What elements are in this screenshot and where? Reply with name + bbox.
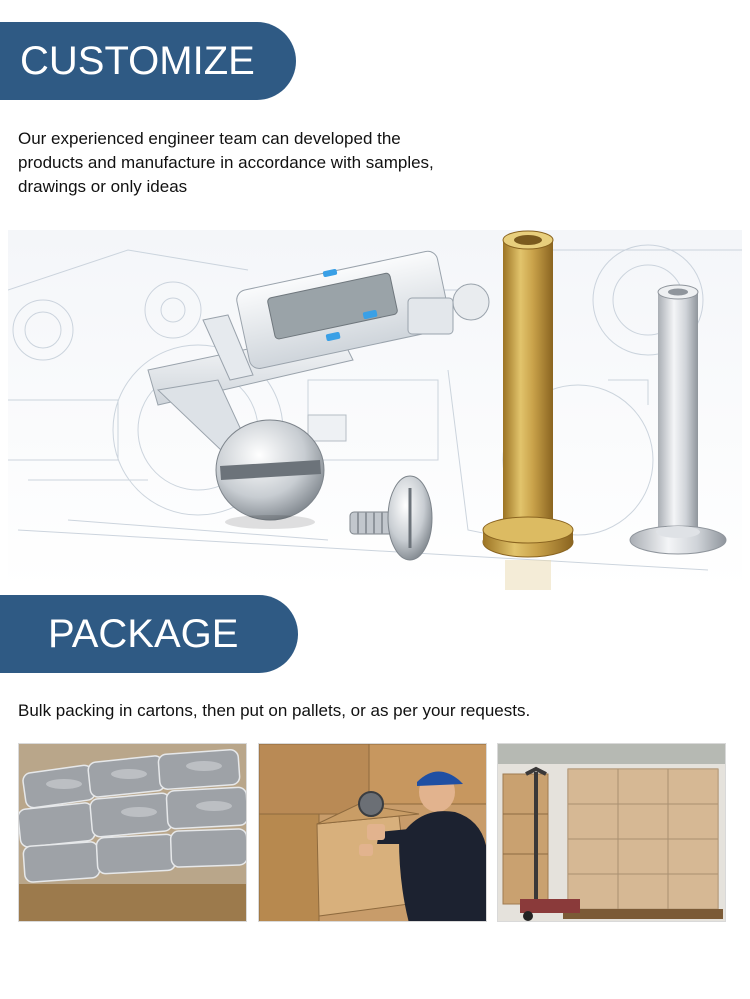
customize-banner [0,22,296,100]
pallets-photo [497,743,726,922]
bulk-bags-photo [18,743,247,922]
customize-title: CUSTOMIZE [20,38,255,83]
worker-packing-photo [258,743,487,922]
customize-product-image [8,230,742,590]
package-description: Bulk packing in cartons, then put on pallets, or as per your requests. [18,701,531,720]
package-banner [0,595,298,673]
package-title: PACKAGE [48,611,239,656]
customize-description: Our experienced engineer team can developed the products and manufacture in accordance with samples, drawings or only ideas [18,129,434,196]
